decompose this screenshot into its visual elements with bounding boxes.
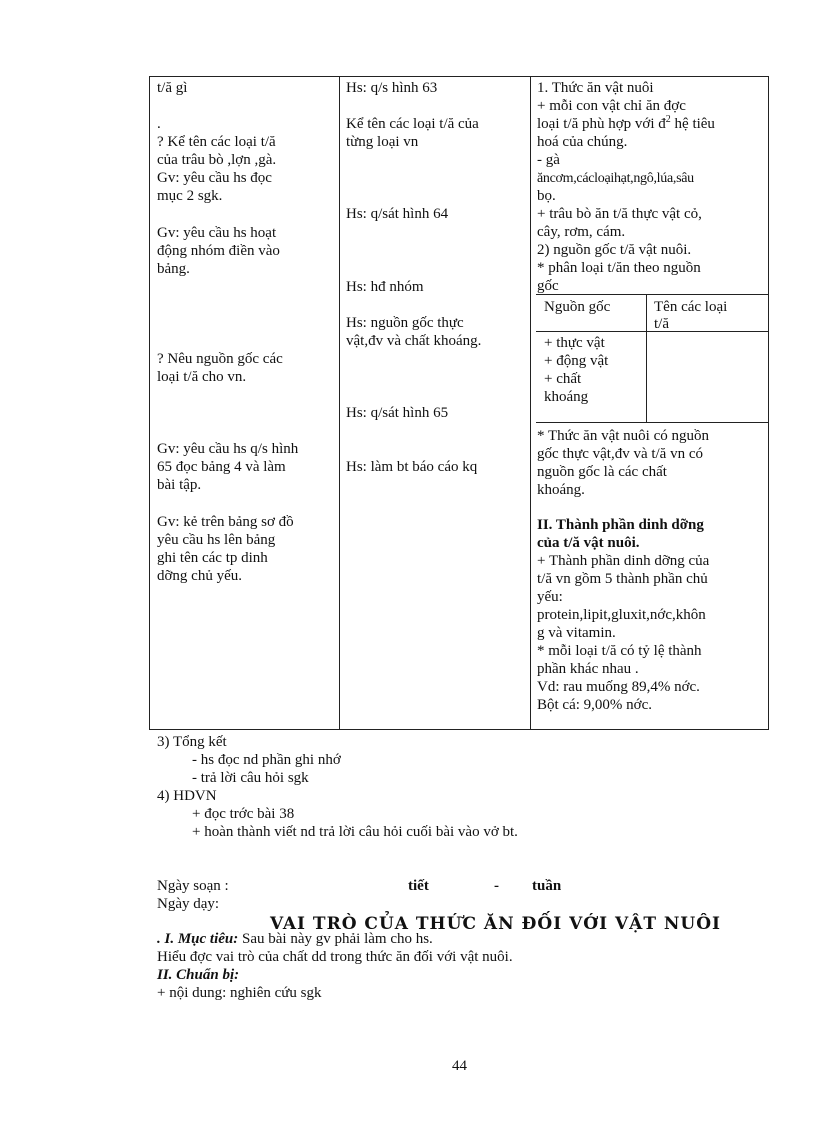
text-line: + trâu bò ăn t/ă thực vật cỏ,	[537, 206, 702, 222]
column-divider	[530, 77, 531, 729]
text-line	[537, 116, 715, 133]
text-line: protein,lipit,gluxit,nớc,khôn	[537, 607, 706, 623]
text-line: Gv: kẻ trên bảng sơ đồ	[157, 514, 294, 530]
text-line: Bột cá: 9,00% nớc.	[537, 697, 652, 713]
table-header-source: Nguồn gốc	[544, 299, 611, 315]
text-line: Gv: yêu cầu hs q/s hình	[157, 441, 299, 457]
table-cell: khoáng	[544, 389, 589, 405]
text-line: - gà	[537, 152, 560, 168]
text-line: Vd: rau muống 89,4% nớc.	[537, 679, 700, 695]
table-cell: + chất	[544, 371, 582, 387]
text-line: từng loại vn	[346, 134, 419, 150]
text-line: dỡng chủ yếu.	[157, 568, 242, 584]
text-line: cây, rơm, cám.	[537, 224, 626, 240]
objectives-heading: . I. Mục tiêu:	[157, 931, 239, 947]
text-line: mục 2 sgk.	[157, 188, 223, 204]
text-line: bọ.	[537, 188, 556, 204]
date-taught-label: Ngày dạy:	[157, 896, 220, 912]
text-line: 2) nguồn gốc t/ă vật nuôi.	[537, 242, 692, 258]
text-line: gốc thực vật,đv và t/ă vn có	[537, 446, 703, 462]
text-line: + nội dung: nghiên cứu sgk	[157, 985, 322, 1001]
text-line: 65 đọc bảng 4 và làm	[157, 459, 286, 475]
week-label: tuần	[532, 878, 562, 894]
table-header-names: Tên các loại	[654, 299, 728, 315]
table-divider	[646, 295, 647, 422]
text-line: 1. Thức ăn vật nuôi	[537, 80, 654, 96]
text-line: phần khác nhau .	[537, 661, 639, 677]
text-line: + Thành phần dinh dỡng của	[537, 553, 710, 569]
text-line: Hs: q/s hình 63	[346, 80, 438, 96]
text-line: bảng.	[157, 261, 190, 277]
superscript: 2	[665, 114, 671, 125]
text-line: ăncơm,cácloạihạt,ngô,lúa,sâu	[537, 171, 694, 186]
table-header-names: t/ă	[654, 316, 669, 332]
text-line: Gv: yêu cầu hs hoạt	[157, 225, 277, 241]
text-line: yêu cầu hs lên bảng	[157, 532, 276, 548]
text-line: hoá của chúng.	[537, 134, 628, 150]
table-divider	[536, 331, 769, 332]
summary-heading: 3) Tổng kết	[157, 734, 227, 750]
preparation-heading: II. Chuẩn bị:	[157, 967, 240, 983]
text-line: g và vitamin.	[537, 625, 616, 641]
column-divider	[339, 77, 340, 729]
homework-heading: 4) HDVN	[157, 788, 217, 804]
text-line: Hs: làm bt báo cáo kq	[346, 459, 478, 475]
section-heading: II. Thành phần dinh dỡng	[537, 517, 704, 533]
date-prepared-label: Ngày soạn :	[157, 878, 229, 894]
text-fragment: hệ tiêu	[670, 116, 715, 132]
text-line: Hiểu đợc vai trò của chất dd trong thức ăn đối với vật nuôi.	[157, 949, 513, 965]
summary-item: - hs đọc nd phần ghi nhớ	[192, 752, 341, 768]
text-line: .	[157, 116, 161, 132]
text-line: * mỗi loại t/ă có tỷ lệ thành	[537, 643, 702, 659]
objectives-text: Sau bài này gv phải làm cho hs.	[238, 931, 433, 947]
text-line: gốc	[537, 278, 559, 294]
text-line: vật,đv và chất khoáng.	[346, 333, 482, 349]
dash: -	[494, 878, 499, 894]
text-line: * phân loại t/ăn theo nguồn	[537, 260, 701, 276]
table-cell: + động vật	[544, 353, 609, 369]
text-line: Kể tên các loại t/ă của	[346, 116, 479, 132]
homework-item: + hoàn thành viết nd trả lời câu hỏi cuối bài vào vở bt.	[192, 824, 518, 840]
text-line: Hs: hđ nhóm	[346, 279, 424, 295]
text-line: khoáng.	[537, 482, 585, 498]
text-line: ? Kể tên các loại t/ă	[157, 134, 276, 150]
text-line: t/ă gì	[157, 80, 188, 96]
text-line: Hs: q/sát hình 65	[346, 405, 449, 421]
text-line: yếu:	[537, 589, 563, 605]
text-line: loại t/ă cho vn.	[157, 369, 247, 385]
text-line: Hs: q/sát hình 64	[346, 206, 449, 222]
text-line: nguồn gốc là các chất	[537, 464, 667, 480]
text-line: ? Nêu nguồn gốc các	[157, 351, 283, 367]
text-line: * Thức ăn vật nuôi có nguồn	[537, 428, 709, 444]
page-number: 44	[452, 1058, 467, 1074]
section-heading: của t/ă vật nuôi.	[537, 535, 640, 551]
text-fragment: loại t/ă phù hợp với đ	[537, 116, 666, 132]
text-line: t/ă vn gồm 5 thành phần chủ	[537, 571, 708, 587]
source-classification-table	[536, 294, 769, 423]
text-line: + mỗi con vật chỉ ăn đợc	[537, 98, 686, 114]
text-line: động nhóm điền vào	[157, 243, 280, 259]
text-line: Hs: nguồn gốc thực	[346, 315, 464, 331]
text-line: Gv: yêu cầu hs đọc	[157, 170, 272, 186]
table-cell: + thực vật	[544, 335, 605, 351]
lesson-title: VAI TRÒ CỦA THỨC ĂN ĐỐI VỚI VẬT NUÔI	[270, 914, 722, 934]
text-line: ghi tên các tp dinh	[157, 550, 268, 566]
text-line: của trâu bò ,lợn ,gà.	[157, 152, 277, 168]
period-label: tiết	[408, 878, 429, 894]
text-line: bài tập.	[157, 477, 202, 493]
summary-item: - trả lời câu hỏi sgk	[192, 770, 309, 786]
objectives-line	[157, 931, 433, 948]
homework-item: + đọc trớc bài 38	[192, 806, 295, 822]
